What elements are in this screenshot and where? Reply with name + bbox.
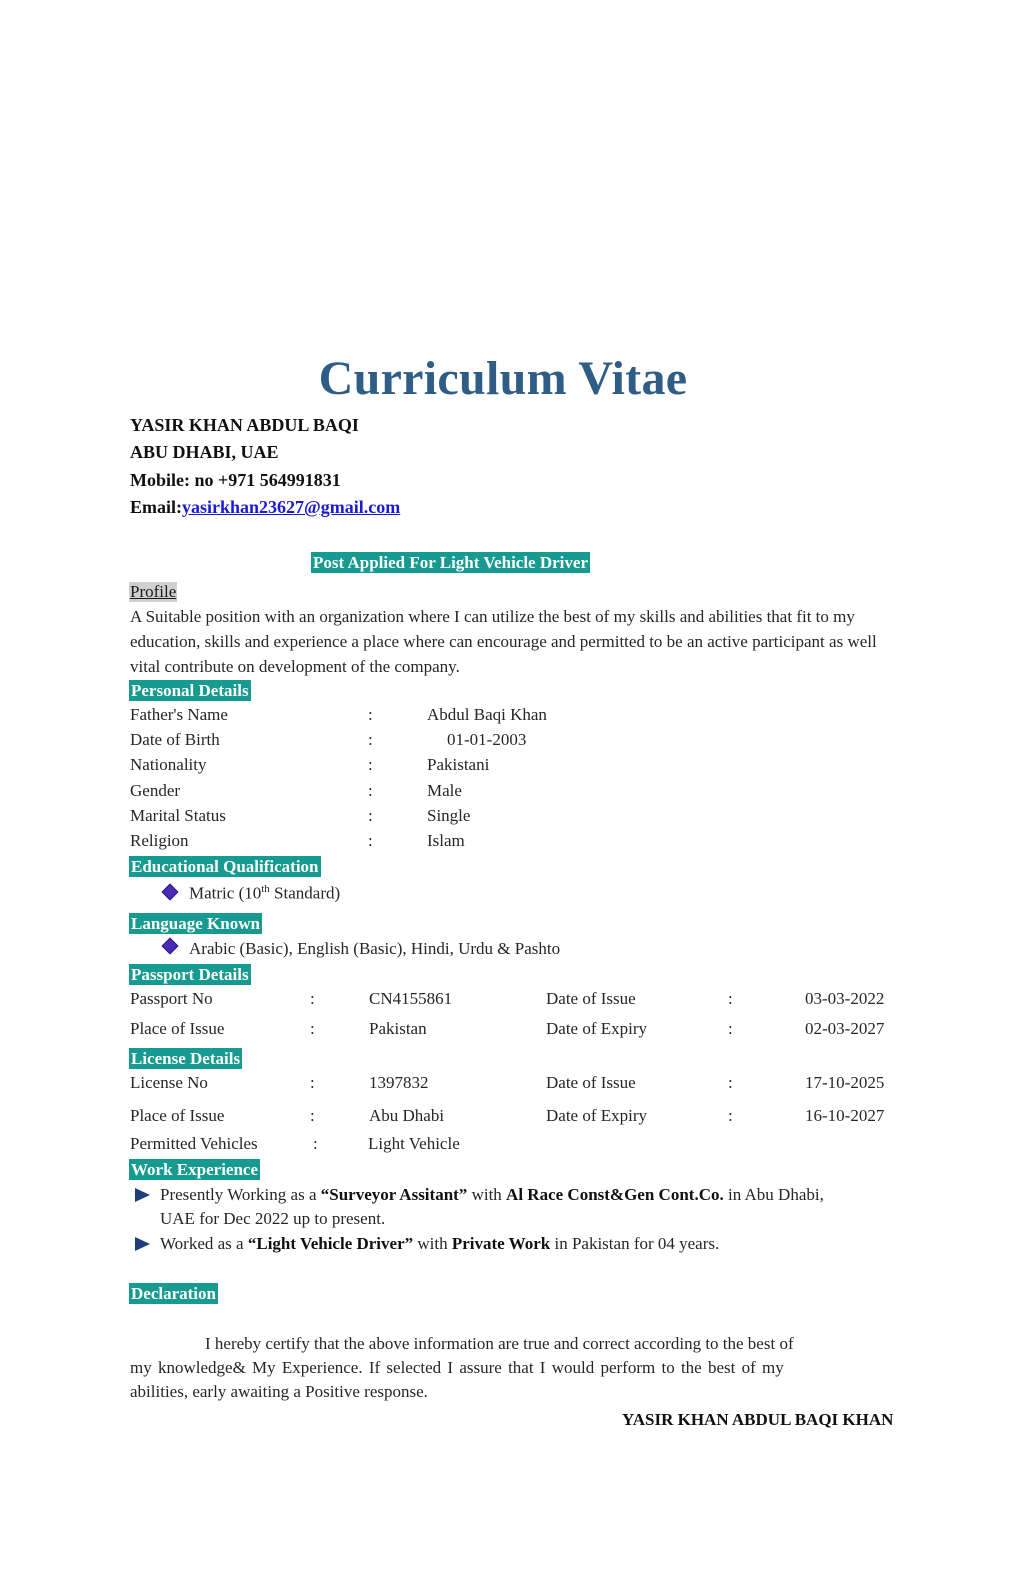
signature-name: YASIR KHAN ABDUL BAQI KHAN — [622, 1410, 894, 1429]
personal-value: Abdul Baqi Khan — [427, 705, 547, 724]
passport-label: Date of Issue — [546, 989, 636, 1008]
language-heading: Language Known — [131, 914, 260, 933]
license-sep: : — [728, 1106, 733, 1125]
personal-label: Marital Status — [130, 806, 226, 825]
passport-value: 03-03-2022 — [805, 989, 885, 1008]
passport-sep: : — [310, 1019, 315, 1038]
passport-value: 02-03-2027 — [805, 1019, 885, 1038]
work-text: Presently Working as a — [160, 1185, 321, 1204]
education-heading: Educational Qualification — [131, 857, 319, 876]
work-text: Worked as a — [160, 1234, 248, 1253]
license-heading: License Details — [131, 1049, 241, 1068]
personal-value: Pakistani — [427, 755, 490, 774]
email-row — [130, 497, 400, 518]
candidate-name: YASIR KHAN ABDUL BAQI — [130, 415, 359, 435]
email-label: Email: — [130, 497, 182, 517]
passport-value: CN4155861 — [369, 989, 453, 1008]
license-value: 16-10-2027 — [805, 1106, 885, 1125]
candidate-mobile: Mobile: no +971 564991831 — [130, 470, 341, 490]
personal-value: Islam — [427, 831, 465, 850]
work-item-line — [160, 1185, 824, 1205]
work-text: in Abu Dhabi, — [723, 1185, 824, 1204]
passport-label: Place of Issue — [130, 1019, 225, 1038]
license-sep: : — [728, 1073, 733, 1092]
personal-label: Father's Name — [130, 705, 228, 724]
passport-label: Passport No — [130, 989, 213, 1008]
arrow-bullet-icon — [135, 1188, 150, 1202]
personal-sep: : — [368, 806, 373, 825]
page-title: Curriculum Vitae — [318, 352, 688, 405]
work-item-line — [160, 1234, 719, 1254]
personal-value: Single — [427, 806, 471, 825]
license-value: 1397832 — [369, 1073, 429, 1092]
personal-value: 01-01-2003 — [447, 730, 527, 749]
license-value: Abu Dhabi — [369, 1106, 445, 1125]
education-item-suffix: Standard) — [269, 883, 341, 903]
personal-value: Male — [427, 781, 462, 800]
work-role: “Light Vehicle Driver” — [247, 1234, 414, 1253]
license-label: Date of Issue — [546, 1073, 636, 1092]
declaration-text: my knowledge& My Experience. If selected I assure that I would perform to the best of my — [130, 1358, 784, 1377]
personal-sep: : — [368, 755, 373, 774]
passport-label: Date of Expiry — [546, 1019, 648, 1038]
work-company: Private Work — [451, 1234, 551, 1253]
personal-sep: : — [368, 781, 373, 800]
license-label: Place of Issue — [130, 1106, 225, 1125]
work-text: with — [467, 1185, 507, 1204]
declaration-heading: Declaration — [131, 1284, 216, 1303]
arrow-bullet-icon — [135, 1237, 150, 1251]
work-item-line: UAE for Dec 2022 up to present. — [160, 1209, 386, 1228]
license-label: License No — [130, 1073, 208, 1092]
profile-heading: Profile — [130, 582, 177, 601]
license-permitted-value: Light Vehicle — [368, 1134, 460, 1153]
work-role: “Surveyor Assitant” — [320, 1185, 468, 1204]
personal-sep: : — [368, 831, 373, 850]
personal-label: Date of Birth — [130, 730, 220, 749]
education-item-sup: th — [261, 883, 270, 895]
passport-heading: Passport Details — [131, 965, 249, 984]
declaration-text: abilities, early awaiting a Positive response. — [130, 1382, 428, 1401]
post-applied-banner: Post Applied For Light Vehicle Driver — [313, 553, 588, 572]
declaration-text: I hereby certify that the above information are true and correct according to the best of — [205, 1334, 794, 1353]
personal-sep: : — [368, 705, 373, 724]
license-value: 17-10-2025 — [805, 1073, 885, 1092]
candidate-location: ABU DHABI, UAE — [130, 442, 279, 462]
diamond-bullet-icon — [162, 884, 179, 901]
work-text: in Pakistan for 04 years. — [550, 1234, 720, 1253]
passport-sep: : — [728, 989, 733, 1008]
profile-text: A Suitable position with an organization where I can utilize the best of my skills and abilities that fit to my education, skills and experience a place where can encourage and permitted to be an active participant as well vital contribute on development of the company. — [130, 607, 877, 676]
personal-label: Gender — [130, 781, 181, 800]
personal-sep: : — [368, 730, 373, 749]
passport-sep: : — [728, 1019, 733, 1038]
license-permitted-label: Permitted Vehicles — [130, 1134, 258, 1153]
personal-label: Religion — [130, 831, 189, 850]
license-sep: : — [310, 1106, 315, 1125]
work-experience-heading: Work Experience — [131, 1160, 259, 1179]
license-label: Date of Expiry — [546, 1106, 648, 1125]
license-sep: : — [313, 1134, 318, 1153]
email-link[interactable]: yasirkhan23627@gmail.com — [182, 497, 401, 517]
education-item — [189, 883, 340, 904]
education-item-text: Matric (10 — [189, 883, 262, 903]
work-company: Al Race Const&Gen Cont.Co. — [506, 1185, 724, 1204]
language-item: Arabic (Basic), English (Basic), Hindi, Urdu & Pashto — [189, 939, 561, 958]
work-text: with — [413, 1234, 452, 1253]
diamond-bullet-icon — [162, 938, 179, 955]
license-sep: : — [310, 1073, 315, 1092]
passport-value: Pakistan — [369, 1019, 427, 1038]
personal-label: Nationality — [130, 755, 207, 774]
personal-details-heading: Personal Details — [131, 681, 249, 700]
passport-sep: : — [310, 989, 315, 1008]
